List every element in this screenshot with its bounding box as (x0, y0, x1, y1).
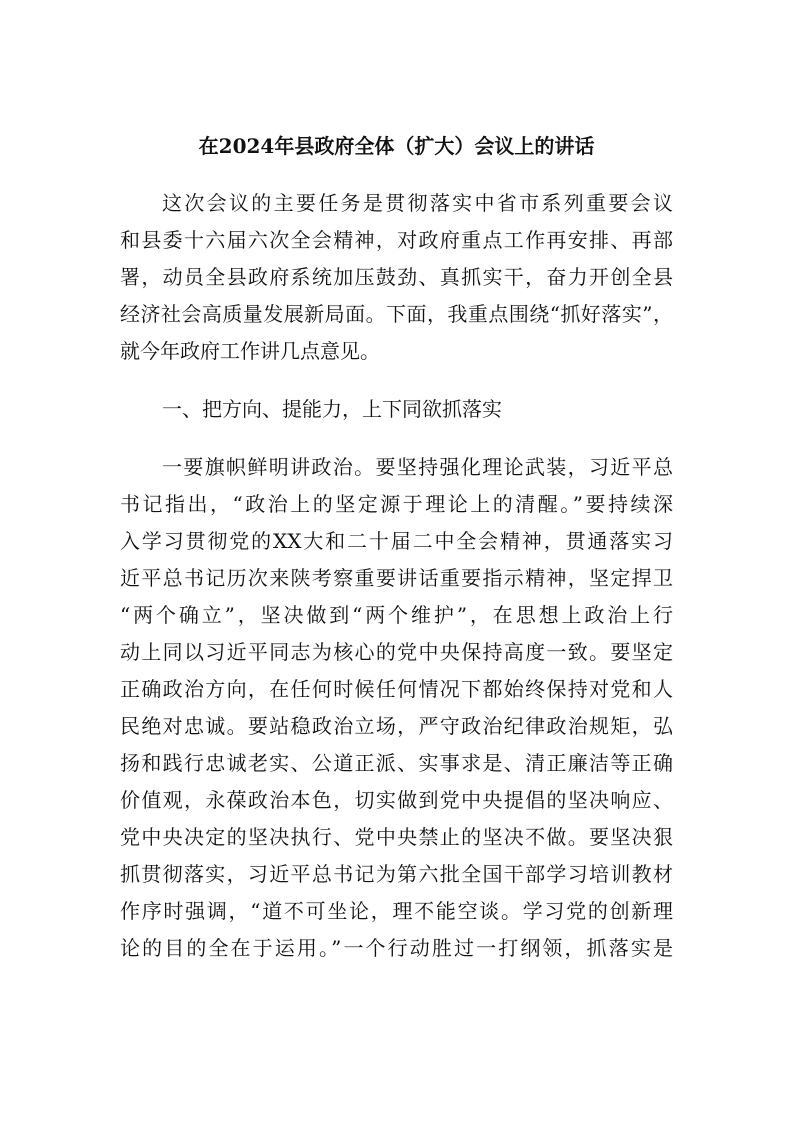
paragraph-line: 动上同以习近平同志为核心的党中央保持高度一致。要坚定 (120, 640, 673, 664)
paragraph-line: 就今年政府工作讲几点意见。 (120, 339, 380, 363)
paragraph-line: 论的目的全在于运用。”一个行动胜过一打纲领，抓落实是 (120, 936, 673, 960)
paragraph-line: 经济社会高质量发展新局面。下面，我重点围绕“抓好落实”， (120, 302, 673, 326)
paragraph-line: 作序时强调，“道不可坐论，理不能空谈。学习党的创新理 (120, 899, 673, 923)
paragraph-line: “两个确立”，坚决做到“两个维护”，在思想上政治上行 (120, 603, 673, 627)
paragraph-line: 抓贯彻落实，习近平总书记为第六批全国干部学习培训教材 (120, 862, 673, 886)
paragraph-line: 一要旗帜鲜明讲政治。要坚持强化理论武装，习近平总 (162, 455, 673, 479)
paragraph-line: 书记指出，“政治上的坚定源于理论上的清醒。”要持续深 (120, 492, 673, 516)
paragraph-line: 入学习贯彻党的XX大和二十届二中全会精神，贯通落实习 (120, 529, 673, 553)
paragraph-line: 正确政治方向，在任何时候任何情况下都始终保持对党和人 (120, 677, 673, 701)
paragraph-line: 这次会议的主要任务是贯彻落实中省市系列重要会议 (162, 191, 673, 215)
paragraph-line: 价值观，永葆政治本色，切实做到党中央提倡的坚决响应、 (120, 788, 673, 812)
paragraph-line: 扬和践行忠诚老实、公道正派、实事求是、清正廉洁等正确 (120, 751, 673, 775)
paragraph-line: 近平总书记历次来陕考察重要讲话重要指示精神，坚定捍卫 (120, 566, 673, 590)
section-heading: 一、把方向、提能力，上下同欲抓落实 (162, 397, 502, 421)
document-title: 在2024年县政府全体（扩大）会议上的讲话 (198, 134, 595, 158)
paragraph-line: 署，动员全县政府系统加压鼓劲、真抓实干，奋力开创全县 (120, 265, 673, 289)
paragraph-line: 党中央决定的坚决执行、党中央禁止的坚决不做。要坚决狠 (120, 825, 673, 849)
paragraph-line: 民绝对忠诚。要站稳政治立场，严守政治纪律政治规矩，弘 (120, 714, 673, 738)
paragraph-line: 和县委十六届六次全会精神，对政府重点工作再安排、再部 (120, 228, 673, 252)
